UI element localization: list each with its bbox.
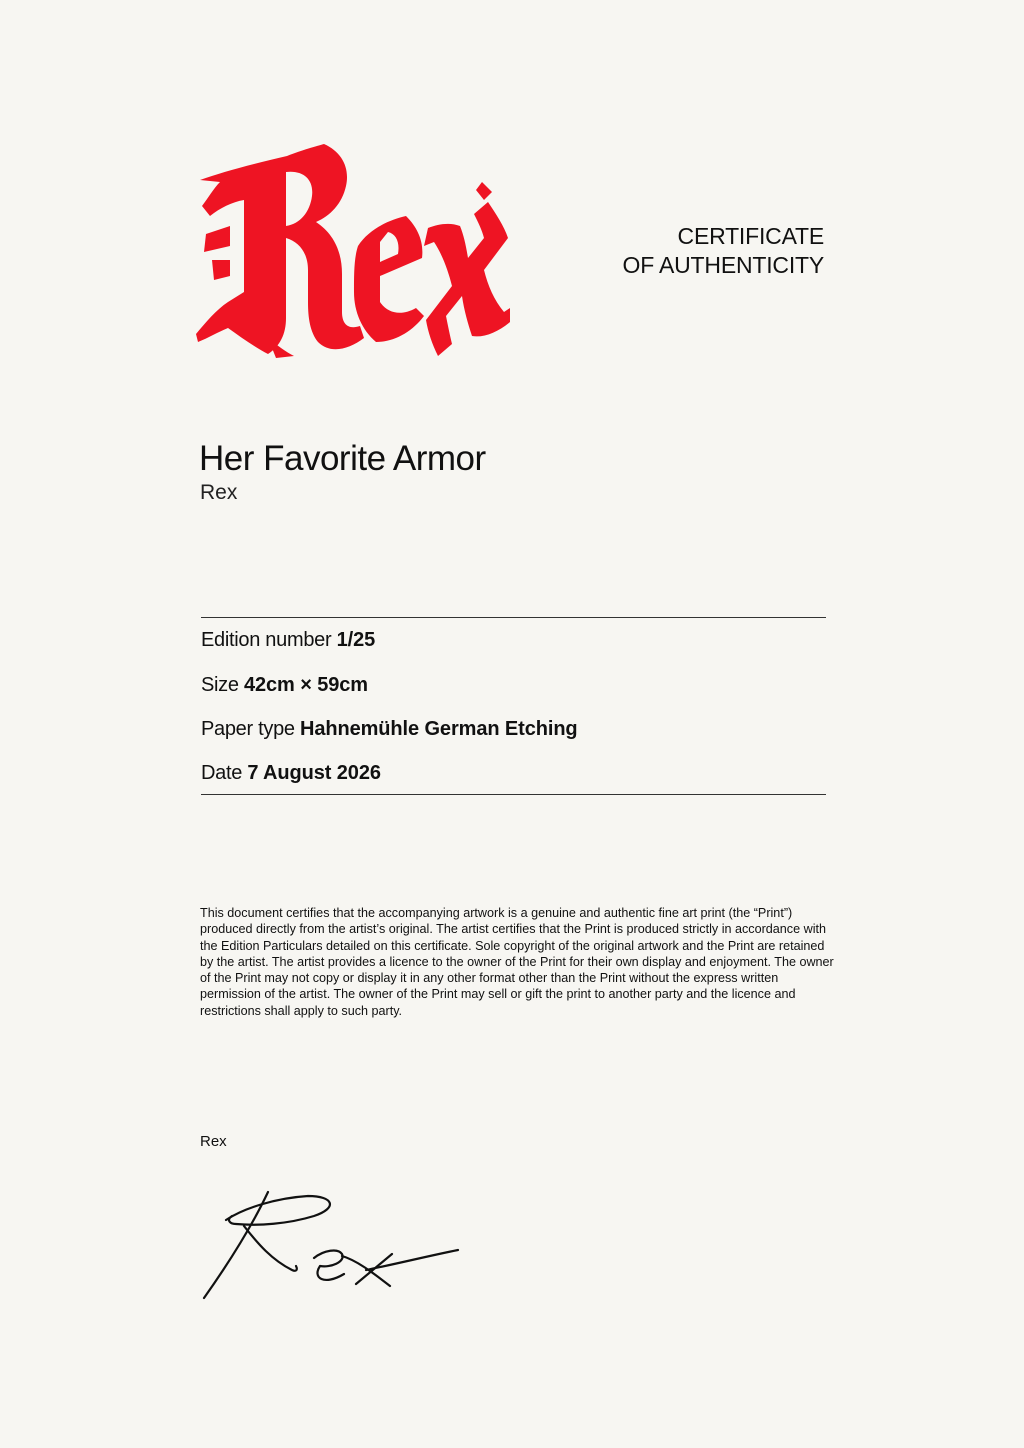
edition-number-value: 1/25 — [336, 629, 376, 651]
size-label: Size — [201, 674, 239, 696]
edition-number-row — [201, 628, 375, 652]
signature-graphic — [196, 1186, 466, 1304]
handwritten-signature — [196, 1186, 466, 1304]
size-row — [201, 673, 368, 697]
certificate-heading-line2: OF AUTHENTICITY — [622, 252, 824, 278]
size-value: 42cm × 59cm — [243, 674, 368, 696]
details-bottom-divider — [201, 794, 826, 795]
certificate-heading — [623, 222, 824, 280]
rex-blackletter-logo-graphic — [192, 142, 510, 360]
artwork-title: Her Favorite Armor — [199, 439, 486, 478]
legal-statement: This document certifies that the accompanying artwork is a genuine and authentic fine art print (the “Print”) produced directly from the artist’s original. The artist certifies that the Print is produced strictly in accordance with the Edition Particulars detailed on this certificate. Sole copyright of the original artwork and the Print are retained by the artist. The artist provides a licence to the owner of the Print for their own display and enjoyment. The owner of the Print may not copy or display it in any other format other than the Print without the express written permission of the artist. The owner of the Print may sell or gift the print to another party and the licence and restrictions shall apply to such party. — [200, 906, 834, 1018]
paper-type-label: Paper type — [201, 718, 295, 740]
certificate-heading-line1: CERTIFICATE — [677, 223, 824, 249]
paper-type-row — [201, 717, 578, 741]
details-top-divider — [201, 617, 826, 618]
brand-logo — [192, 142, 510, 360]
signer-name: Rex — [200, 1133, 227, 1150]
date-row — [201, 761, 381, 785]
artwork-artist: Rex — [200, 481, 238, 504]
paper-type-value: Hahnemühle German Etching — [300, 718, 578, 740]
edition-number-label: Edition number — [201, 629, 332, 651]
date-value: 7 August 2026 — [247, 762, 381, 784]
date-label: Date — [201, 762, 243, 784]
